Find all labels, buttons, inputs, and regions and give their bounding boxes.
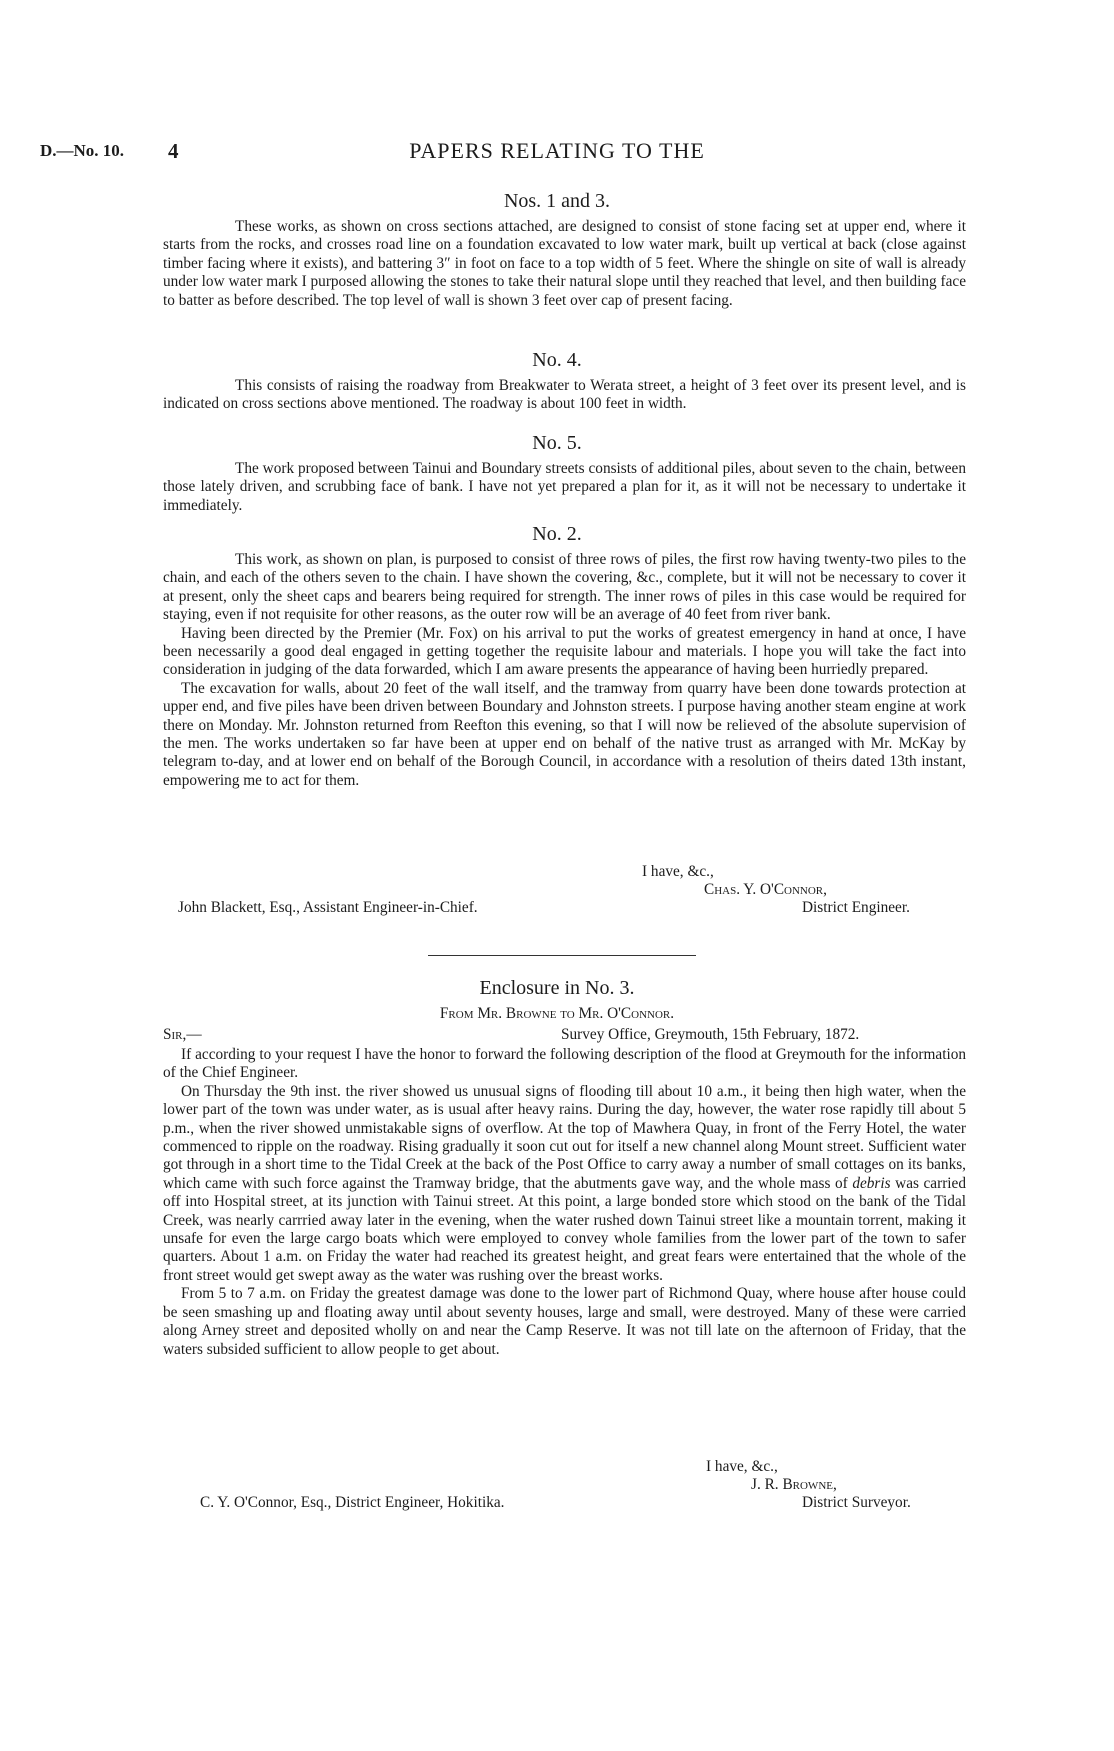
signatory-title: District Surveyor. xyxy=(802,1494,911,1511)
enclosure-from-line: From Mr. Browne to Mr. O'Connor. xyxy=(439,1005,675,1022)
closing: I have, &c., xyxy=(706,1458,778,1475)
section-nos-1-and-3 xyxy=(163,218,966,310)
signatory-name: Chas. Y. O'Connor, xyxy=(704,881,827,898)
section-heading-no-5: No. 5. xyxy=(532,432,582,454)
addressee: C. Y. O'Connor, Esq., District Engineer, Hokitika. xyxy=(200,1494,505,1511)
paragraph-text: was carried off into Hospital street, at its junction with Tainui street. At this point, a large bonded store which stood on the bank of the Tidal Creek, was nearly carrried away later in the evening, when the water rushed down Tainui street like a mountain torrent, making it unsafe for even the large cargo boats which were employed to convey whole families from the lower part of the town to safer quarters. About 1 a.m. on Friday the water had reached its greatest height, and great fears were entertained that the whole of the front street would get swept away as the water was rushing over the breast works. xyxy=(163,1174,966,1284)
section-no-5 xyxy=(163,460,966,515)
paragraph: If according to your request I have the honor to forward the following description of the flood at Greymouth for the information of the Chief Engineer. xyxy=(163,1046,966,1082)
signatory-title: District Engineer. xyxy=(802,899,910,916)
section-no-4 xyxy=(163,377,966,414)
page-title: PAPERS RELATING TO THE xyxy=(409,138,705,163)
paragraph-text: On Thursday the 9th inst. the river showed us unusual signs of flooding till about 10 a.m., it being then high water, when the lower part of the town was under water, as is usual after heavy rains. During the day, however, the water rose rapidly till about 5 p.m., when the river showed unmistakable signs of overflow. At the top of Mawhera Quay, in front of the Ferry Hotel, the water commenced to ripple on the roadway. Rising gradually it soon cut out for itself a new channel along Mount street. Sufficient water got through in a short time to the Tidal Creek at the back of the Post Office to carry away a number of small cottages on its banks, which came with such force against the Tramway bridge, that the abutments gave way, and the whole mass of xyxy=(163,1082,966,1192)
enclosure-body xyxy=(163,1046,966,1359)
section-heading-no-4: No. 4. xyxy=(532,349,582,371)
paragraph: These works, as shown on cross sections attached, are designed to consist of stone facing set at upper end, where it starts from the rocks, and crosses road line on a foundation excavated to low water mark, built up vertical at back (close against timber facing where it exists), and battering 3″ in foot on face to a top width of 5 feet. Where the shingle on site of wall is already under low water mark I purposed allowing the stones to take their natural slope until they reached that level, and then building face to batter as before described. The top level of wall is shown 3 feet over cap of present facing. xyxy=(163,218,966,309)
divider xyxy=(428,955,696,956)
paragraph: Having been directed by the Premier (Mr. Fox) on his arrival to put the works of greatest emergency in hand at once, I have been necessarily a good deal engaged in getting together the requisite labour and materials. I hope you will take the fact into consideration in judging of the data forwarded, which I am aware presents the appearance of having been hurriedly prepared. xyxy=(163,624,966,679)
section-heading-no-2: No. 2. xyxy=(532,523,582,545)
section-heading-nos-1-and-3: Nos. 1 and 3. xyxy=(503,190,611,212)
page-header xyxy=(40,138,1060,167)
paragraph: This consists of raising the roadway from Breakwater to Werata street, a height of 3 feet over its present level, and is indicated on cross sections above mentioned. The roadway is about 100 feet in width. xyxy=(163,377,966,413)
paragraph: The work proposed between Tainui and Boundary streets consists of additional piles, about seven to the chain, between those lately driven, and scrubbing face of bank. I have not yet prepared a plan for it, as it will not be necessary to undertake it immediately. xyxy=(163,460,966,514)
signatory-name: J. R. Browne, xyxy=(751,1476,837,1493)
paragraph: From 5 to 7 a.m. on Friday the greatest damage was done to the lower part of Richmond Quay, where house after house could be seen smashing up and floating away until about seventy houses, large and small, were destroyed. Many of these were carried along Arney street and deposited wholly on and near the Camp Reserve. It was not till late on the afternoon of Friday, that the waters subsided sufficient to allow people to get about. xyxy=(163,1285,966,1358)
enclosure-heading: Enclosure in No. 3. xyxy=(479,977,635,999)
document-reference: D.—No. 10. xyxy=(40,141,125,160)
closing: I have, &c., xyxy=(642,863,714,880)
section-no-2 xyxy=(163,551,966,790)
page-number: 4 xyxy=(168,139,179,163)
salutation: Sir,— xyxy=(163,1026,202,1043)
paragraph xyxy=(163,1083,966,1285)
addressee: John Blackett, Esq., Assistant Engineer-in-Chief. xyxy=(178,899,478,916)
italic-term: debris xyxy=(852,1174,891,1192)
paragraph: The excavation for walls, about 20 feet of the wall itself, and the tramway from quarry have been done towards protection at upper end, and five piles have been driven between Boundary and Johnston streets. I purpose having another steam engine at work there on Monday. Mr. Johnston returned from Reefton this evening, so that I will now be relieved of the absolute supervision of the men. The works undertaken so far have been at upper end on behalf of the native trust as arranged with Mr. McKay by telegram to-day, and at lower end on behalf of the Borough Council, in accordance with a resolution of theirs dated 13th instant, empowering me to act for them. xyxy=(163,679,966,789)
paragraph: This work, as shown on plan, is purposed to consist of three rows of piles, the first row having twenty-two piles to the chain, and each of the others seven to the chain. I have shown the covering, &c., complete, but it will not be necessary to cover it at present, only the sheet caps and bearers being required for strength. The inner rows of piles in this case would be required for staying, even if not requisite for other reasons, as the outer row will be an average of 40 feet from river bank. xyxy=(163,551,966,624)
dateline: Survey Office, Greymouth, 15th February, 1872. xyxy=(561,1026,860,1043)
